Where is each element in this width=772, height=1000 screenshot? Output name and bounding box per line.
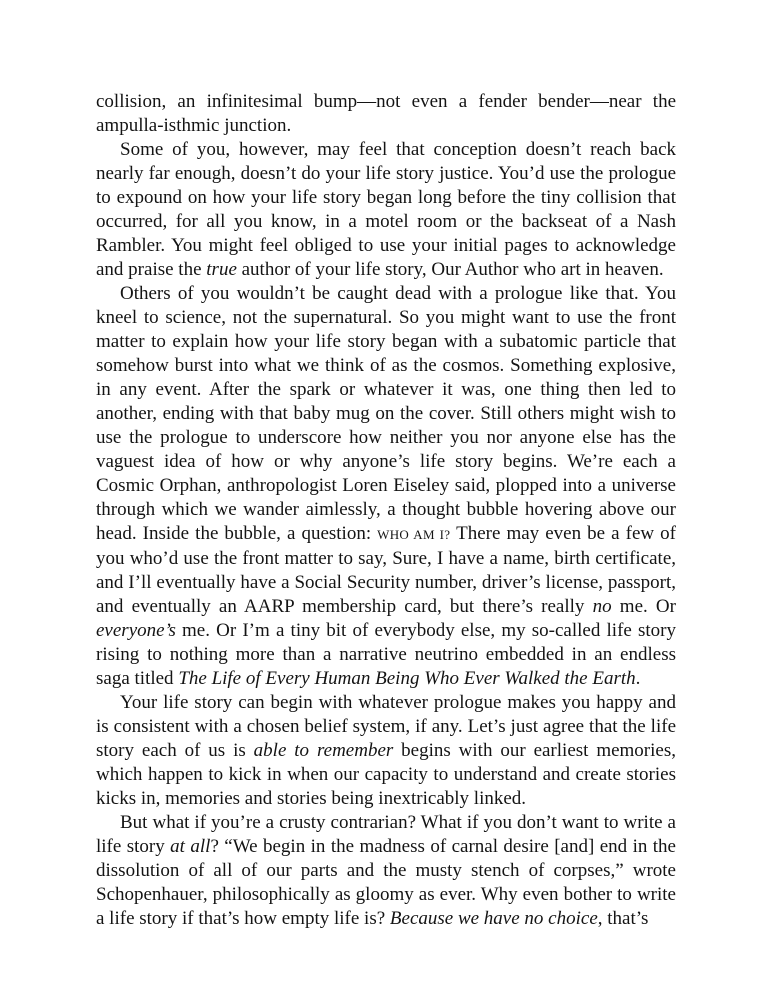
paragraph-3-text-2: There may even be a few of you who’d use the front matter to say, Sure, I have a name, birth certificate, and I’ll eventually have a Social Security number, driver’s license, passport, and eventually an AARP membership card, but there’s really bbox=[96, 523, 676, 617]
paragraph-2-italic-true: true bbox=[206, 259, 237, 280]
paragraph-3-italic-book-title: The Life of Every Human Being Who Ever Walked the Earth bbox=[178, 668, 636, 689]
paragraph-2-text-1: Some of you, however, may feel that conception doesn’t reach back nearly far enough, doesn’t do your life story justice. You’d use the prologue to expound on how your life story began long before the tiny collision that occurred, for all you know, in a motel room or the backseat of a Nash Rambler. You might feel obliged to use your initial pages to acknowledge and praise the bbox=[96, 139, 676, 280]
paragraph-5-italic-at-all: at all bbox=[170, 836, 211, 857]
paragraph-4-text-2: begins with our earliest memories, which happen to kick in when our capacity to understand and create stories kicks in, memories and stories being inextricably linked. bbox=[96, 740, 676, 809]
paragraph-4 bbox=[96, 691, 676, 811]
paragraph-1-text-1: collision, an infinitesimal bump—not even a fender bender—near the ampulla-isthmic junction. bbox=[96, 91, 676, 136]
paragraph-2-text-2: author of your life story, Our Author who art in heaven. bbox=[236, 259, 664, 280]
paragraph-3 bbox=[96, 282, 676, 691]
paragraph-3-text-5: . bbox=[635, 668, 641, 689]
paragraph-5-text-3: , that’s bbox=[597, 908, 649, 929]
paragraph-3-text-3: me. Or bbox=[611, 596, 676, 617]
paragraph-3-italic-no: no bbox=[592, 596, 612, 617]
paragraph-5-text-2: ? “We begin in the madness of carnal desire [and] end in the dissolution of all of our parts and the musty stench of corpses,” wrote Schopenhauer, philosophically as gloomy as ever. Why even bother to write a life story if that’s how empty life is? bbox=[96, 836, 676, 929]
paragraph-5-text-1: But what if you’re a crusty contrarian? What if you don’t want to write a life story bbox=[96, 812, 676, 857]
paragraph-1 bbox=[96, 90, 676, 138]
paragraph-3-italic-everyones: everyone’s bbox=[96, 620, 176, 641]
paragraph-3-smallcaps-question: WHO AM I? bbox=[377, 527, 451, 542]
paragraph-4-text-1: Your life story can begin with whatever prologue makes you happy and is consistent with a chosen belief system, if any. Let’s just agree that the life story each of us is bbox=[96, 692, 676, 761]
paragraph-4-italic-remember: able to remember bbox=[253, 740, 394, 761]
paragraph-5 bbox=[96, 811, 676, 931]
page-body bbox=[96, 90, 676, 931]
paragraph-2 bbox=[96, 138, 676, 282]
paragraph-5-italic-no-choice: Because we have no choice bbox=[389, 908, 598, 929]
paragraph-3-text-1: Others of you wouldn’t be caught dead with a prologue like that. You kneel to science, not the supernatural. So you might want to use the front matter to explain how your life story began with a subatomic particle that somehow burst into what we think of as the cosmos. Something explosive, in any event. After the spark or whatever it was, one thing then led to another, ending with that baby mug on the cover. Still others might wish to use the prologue to underscore how neither you nor anyone else has the vaguest idea of how or why anyone’s life story begins. We’re each a Cosmic Orphan, anthropologist Loren Eiseley said, plopped into a universe through which we wander aimlessly, a thought bubble hovering above our head. Inside the bubble, a question: bbox=[96, 283, 676, 544]
paragraph-3-text-4: me. Or I’m a tiny bit of everybody else, my so-called life story rising to nothing more than a narrative neutrino embedded in an endless saga titled bbox=[96, 620, 676, 689]
